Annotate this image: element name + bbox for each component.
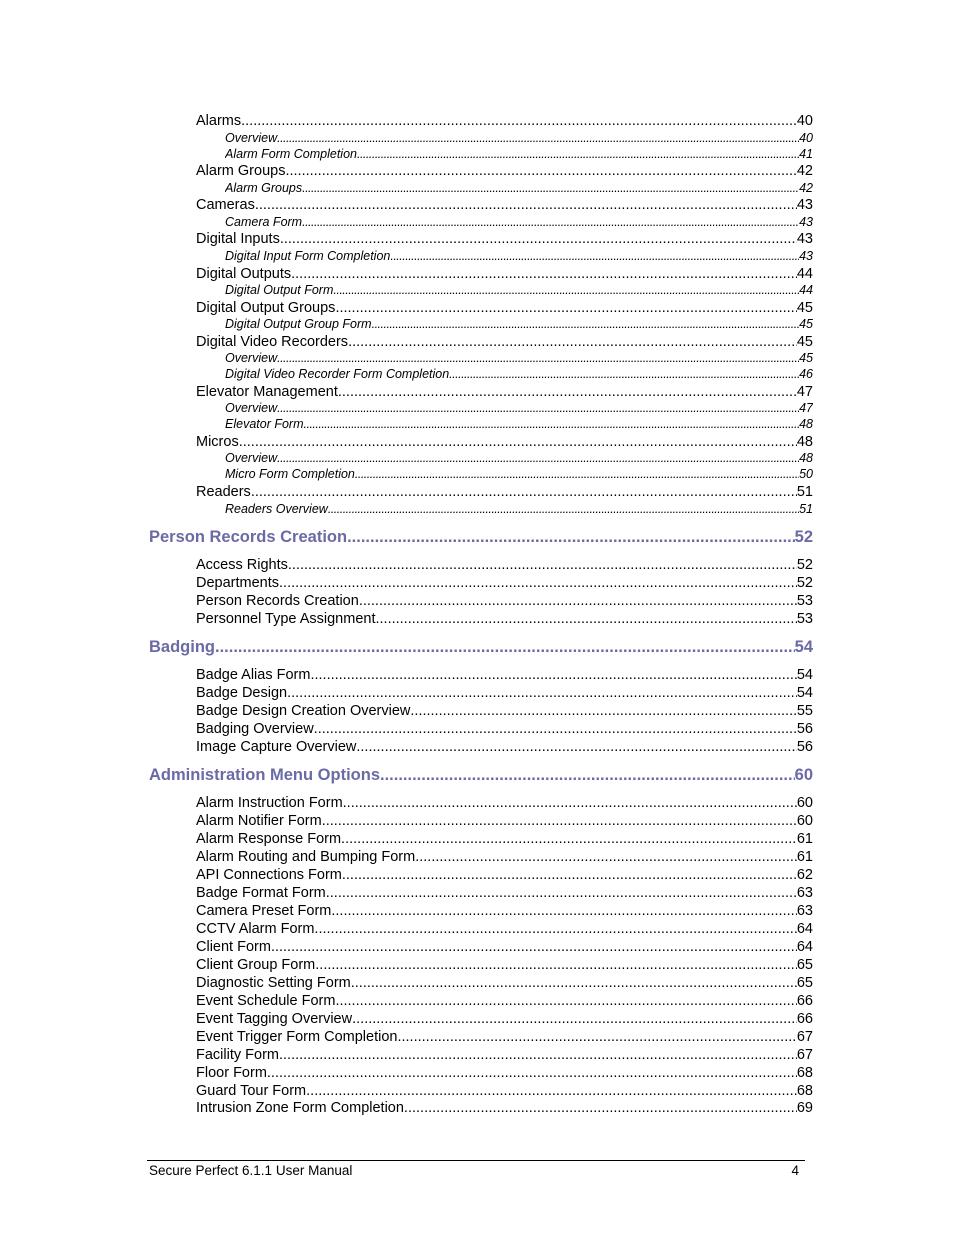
- toc-entry[interactable]: [196, 265, 813, 283]
- toc-entry-title: Digital Outputs: [196, 266, 292, 282]
- toc-entry-title: Departments: [196, 575, 280, 591]
- toc-entry-page: 42: [796, 163, 813, 179]
- toc-entry-page: 62: [796, 867, 813, 883]
- toc-entry-page: 40: [799, 131, 813, 145]
- toc-dot-leader: [315, 956, 797, 974]
- toc-entry-page: 66: [796, 993, 813, 1009]
- toc-entry[interactable]: [196, 666, 813, 684]
- toc-entry[interactable]: [196, 830, 813, 848]
- toc-entry-title: Camera Form: [225, 215, 303, 229]
- toc-entry[interactable]: [196, 1028, 813, 1046]
- toc-entry-page: 48: [799, 417, 813, 431]
- toc-entry[interactable]: [196, 574, 813, 592]
- toc-entry-page: 60: [796, 813, 813, 829]
- toc-entry-title: Alarm Instruction Form: [196, 795, 343, 811]
- toc-entry[interactable]: [196, 112, 813, 130]
- toc-entry[interactable]: [196, 1082, 813, 1100]
- toc-entry-title: Readers Overview: [225, 502, 328, 516]
- toc-dot-leader: [356, 738, 796, 756]
- toc-entry-page: 54: [794, 638, 813, 656]
- toc-dot-leader: [279, 574, 797, 592]
- toc-entry-title: Micros: [196, 434, 239, 450]
- toc-entry-title: Alarm Notifier Form: [196, 813, 322, 829]
- toc-dot-leader: [215, 636, 795, 658]
- toc-dot-leader: [390, 248, 799, 264]
- toc-entry-title: Intrusion Zone Form Completion: [196, 1100, 404, 1116]
- toc-dot-leader: [279, 1046, 797, 1064]
- toc-entry-page: 65: [796, 975, 813, 991]
- toc-dot-leader: [355, 466, 799, 482]
- toc-entry-page: 68: [796, 1083, 813, 1099]
- toc-entry-page: 53: [796, 611, 813, 627]
- toc-entry-title: Overview: [225, 131, 278, 145]
- toc-section-heading[interactable]: [149, 526, 813, 548]
- toc-entry-page: 64: [796, 939, 813, 955]
- toc-dot-leader: [306, 1082, 797, 1100]
- toc-dot-leader: [277, 450, 799, 466]
- toc-entry[interactable]: [196, 812, 813, 830]
- toc-dot-leader: [304, 416, 800, 432]
- toc-entry[interactable]: [196, 794, 813, 812]
- toc-subentry[interactable]: [225, 180, 813, 196]
- toc-entry-title: Digital Video Recorders: [196, 334, 349, 350]
- toc-entry-page: 45: [799, 317, 813, 331]
- toc-entry-title: Alarms: [196, 113, 242, 129]
- toc-entry[interactable]: [196, 592, 813, 610]
- toc-dot-leader: [302, 180, 799, 196]
- toc-entry-page: 63: [796, 885, 813, 901]
- toc-entry-title: Event Trigger Form Completion: [196, 1029, 398, 1045]
- toc-dot-leader: [348, 333, 797, 351]
- toc-entry-title: Alarm Form Completion: [225, 147, 357, 161]
- toc-dot-leader: [397, 1028, 796, 1046]
- toc-dot-leader: [351, 974, 797, 992]
- toc-entry[interactable]: [196, 884, 813, 902]
- footer-page-number: 4: [791, 1163, 799, 1178]
- toc-entry[interactable]: [196, 684, 813, 702]
- toc-dot-leader: [380, 764, 795, 786]
- toc-dot-leader: [271, 938, 797, 956]
- toc-entry-page: 60: [794, 766, 813, 784]
- toc-entry-page: 45: [799, 351, 813, 365]
- toc-dot-leader: [239, 433, 797, 451]
- toc-entry-page: 52: [794, 528, 813, 546]
- toc-entry[interactable]: [196, 920, 813, 938]
- toc-subentry[interactable]: [225, 450, 813, 466]
- toc-entry-page: 45: [796, 300, 813, 316]
- toc-entry-title: Camera Preset Form: [196, 903, 332, 919]
- toc-subentry[interactable]: [225, 466, 813, 482]
- toc-entry-page: 56: [796, 721, 813, 737]
- toc-entry-title: API Connections Form: [196, 867, 342, 883]
- toc-entry[interactable]: [196, 1064, 813, 1082]
- toc-entry-page: 46: [799, 367, 813, 381]
- toc-dot-leader: [335, 299, 796, 317]
- toc-dot-leader: [255, 196, 797, 214]
- toc-entry-title: Diagnostic Setting Form: [196, 975, 351, 991]
- toc-section-heading[interactable]: [149, 636, 813, 658]
- toc-entry[interactable]: [196, 866, 813, 884]
- toc-entry-title: CCTV Alarm Form: [196, 921, 315, 937]
- toc-entry-title: Badge Design Creation Overview: [196, 703, 411, 719]
- toc-entry[interactable]: [196, 848, 813, 866]
- toc-entry-title: Badge Format Form: [196, 885, 326, 901]
- toc-entry-title: Digital Input Form Completion: [225, 249, 391, 263]
- toc-entry[interactable]: [196, 196, 813, 214]
- toc-entry-page: 56: [796, 739, 813, 755]
- toc-entry[interactable]: [196, 162, 813, 180]
- toc-entry-page: 43: [796, 231, 813, 247]
- toc-dot-leader: [342, 866, 797, 884]
- footer-divider: [147, 1160, 805, 1161]
- toc-entry-title: Facility Form: [196, 1047, 279, 1063]
- toc-dot-leader: [343, 794, 797, 812]
- toc-entry-title: Badging: [149, 638, 215, 656]
- toc-entry[interactable]: [196, 1046, 813, 1064]
- toc-entry-page: 54: [796, 667, 813, 683]
- toc-entry-title: Readers: [196, 484, 251, 500]
- toc-entry-title: Person Records Creation: [196, 593, 359, 609]
- toc-dot-leader: [241, 112, 797, 130]
- toc-entry-page: 48: [796, 434, 813, 450]
- toc-entry-title: Overview: [225, 451, 278, 465]
- toc-dot-leader: [287, 684, 797, 702]
- toc-entry-page: 44: [799, 283, 813, 297]
- toc-dot-leader: [328, 501, 799, 517]
- toc-entry-title: Alarm Groups: [225, 181, 303, 195]
- toc-dot-leader: [375, 610, 796, 628]
- toc-section-heading[interactable]: [149, 764, 813, 786]
- toc-entry-page: 60: [796, 795, 813, 811]
- toc-dot-leader: [314, 920, 796, 938]
- toc-entry-title: Alarm Groups: [196, 163, 286, 179]
- toc-dot-leader: [357, 146, 799, 162]
- toc-subentry[interactable]: [225, 366, 813, 382]
- toc-dot-leader: [410, 702, 796, 720]
- toc-entry[interactable]: [196, 483, 813, 501]
- toc-entry-title: Badging Overview: [196, 721, 314, 737]
- toc-entry-page: 50: [799, 467, 813, 481]
- toc-entry-title: Alarm Routing and Bumping Form: [196, 849, 416, 865]
- toc-entry-page: 61: [796, 849, 813, 865]
- toc-dot-leader: [341, 830, 797, 848]
- toc-dot-leader: [291, 265, 797, 283]
- toc-entry-page: 41: [799, 147, 813, 161]
- toc-entry[interactable]: [196, 333, 813, 351]
- toc-entry-title: Alarm Response Form: [196, 831, 342, 847]
- toc-entry-title: Floor Form: [196, 1065, 267, 1081]
- toc-entry-page: 43: [799, 215, 813, 229]
- toc-entry-title: Overview: [225, 401, 278, 415]
- toc-entry[interactable]: [196, 1099, 813, 1117]
- toc-entry-page: 64: [796, 921, 813, 937]
- toc-entry-title: Client Group Form: [196, 957, 316, 973]
- toc-dot-leader: [449, 366, 799, 382]
- toc-entry[interactable]: [196, 938, 813, 956]
- toc-dot-leader: [338, 383, 797, 401]
- toc-entry-page: 67: [796, 1029, 813, 1045]
- toc-dot-leader: [347, 526, 795, 548]
- toc-entry-title: Person Records Creation: [149, 528, 348, 546]
- toc-entry-page: 55: [796, 703, 813, 719]
- toc-entry-page: 63: [796, 903, 813, 919]
- toc-dot-leader: [277, 130, 799, 146]
- toc-entry[interactable]: [196, 299, 813, 317]
- toc-entry-page: 43: [796, 197, 813, 213]
- footer-title: Secure Perfect 6.1.1 User Manual: [149, 1163, 353, 1178]
- toc-dot-leader: [277, 350, 799, 366]
- toc-dot-leader: [251, 483, 797, 501]
- toc-entry-page: 66: [796, 1011, 813, 1027]
- toc-entry-page: 40: [796, 113, 813, 129]
- toc-entry[interactable]: [196, 383, 813, 401]
- toc-entry[interactable]: [196, 702, 813, 720]
- toc-dot-leader: [326, 884, 797, 902]
- toc-subentry[interactable]: [225, 214, 813, 230]
- toc-entry-title: Event Schedule Form: [196, 993, 336, 1009]
- toc-entry-title: Elevator Form: [225, 417, 304, 431]
- toc-entry-page: 52: [796, 557, 813, 573]
- toc-entry-page: 48: [799, 451, 813, 465]
- toc-entry-title: Micro Form Completion: [225, 467, 355, 481]
- toc-entry-page: 52: [796, 575, 813, 591]
- toc-entry-page: 67: [796, 1047, 813, 1063]
- toc-dot-leader: [277, 400, 799, 416]
- toc-entry-title: Client Form: [196, 939, 271, 955]
- toc-dot-leader: [415, 848, 797, 866]
- toc-entry[interactable]: [196, 974, 813, 992]
- toc-entry-page: 69: [796, 1100, 813, 1116]
- toc-dot-leader: [359, 592, 797, 610]
- toc-subentry[interactable]: [225, 146, 813, 162]
- toc-dot-leader: [267, 1064, 797, 1082]
- toc-entry[interactable]: [196, 720, 813, 738]
- toc-dot-leader: [404, 1099, 797, 1117]
- toc-entry-page: 43: [799, 249, 813, 263]
- toc-entry-page: 53: [796, 593, 813, 609]
- toc-dot-leader: [322, 812, 797, 830]
- toc-dot-leader: [352, 1010, 797, 1028]
- toc-entry[interactable]: [196, 433, 813, 451]
- toc-entry-page: 65: [796, 957, 813, 973]
- toc-dot-leader: [372, 316, 800, 332]
- toc-entry-title: Digital Output Groups: [196, 300, 336, 316]
- toc-entry-title: Administration Menu Options: [149, 766, 380, 784]
- toc-entry-title: Digital Inputs: [196, 231, 280, 247]
- toc-entry-page: 47: [796, 384, 813, 400]
- toc-entry[interactable]: [196, 738, 813, 756]
- toc-entry-page: 42: [799, 181, 813, 195]
- toc-subentry[interactable]: [225, 400, 813, 416]
- toc-entry-title: Guard Tour Form: [196, 1083, 307, 1099]
- toc-entry-title: Event Tagging Overview: [196, 1011, 353, 1027]
- toc-entry-page: 54: [796, 685, 813, 701]
- toc-dot-leader: [335, 992, 796, 1010]
- toc-entry-page: 51: [799, 502, 813, 516]
- toc-entry-page: 61: [796, 831, 813, 847]
- toc-dot-leader: [285, 162, 796, 180]
- toc-entry-title: Badge Alias Form: [196, 667, 311, 683]
- toc-subentry[interactable]: [225, 350, 813, 366]
- toc-subentry[interactable]: [225, 248, 813, 264]
- toc-entry-title: Image Capture Overview: [196, 739, 357, 755]
- toc-entry-title: Access Rights: [196, 557, 288, 573]
- toc-entry-title: Badge Design: [196, 685, 288, 701]
- toc-dot-leader: [280, 230, 797, 248]
- toc-entry-title: Digital Output Form: [225, 283, 334, 297]
- toc-subentry[interactable]: [225, 282, 813, 298]
- toc-entry-page: 51: [796, 484, 813, 500]
- toc-dot-leader: [333, 282, 799, 298]
- toc-entry[interactable]: [196, 902, 813, 920]
- toc-entry-title: Cameras: [196, 197, 255, 213]
- toc-entry-page: 45: [796, 334, 813, 350]
- toc-dot-leader: [302, 214, 799, 230]
- toc-subentry[interactable]: [225, 316, 813, 332]
- toc-subentry[interactable]: [225, 416, 813, 432]
- toc-entry[interactable]: [196, 992, 813, 1010]
- toc-entry-title: Personnel Type Assignment: [196, 611, 376, 627]
- toc-entry-page: 47: [799, 401, 813, 415]
- toc-entry-page: 44: [796, 266, 813, 282]
- toc-subentry[interactable]: [225, 130, 813, 146]
- toc-entry-page: 68: [796, 1065, 813, 1081]
- toc-dot-leader: [310, 666, 796, 684]
- toc-entry[interactable]: [196, 956, 813, 974]
- toc-entry[interactable]: [196, 556, 813, 574]
- toc-subentry[interactable]: [225, 501, 813, 517]
- toc-dot-leader: [314, 720, 797, 738]
- toc-entry[interactable]: [196, 230, 813, 248]
- toc-entry[interactable]: [196, 610, 813, 628]
- toc-dot-leader: [288, 556, 797, 574]
- toc-entry-title: Digital Video Recorder Form Completion: [225, 367, 450, 381]
- toc-entry-title: Digital Output Group Form: [225, 317, 372, 331]
- toc-entry-title: Overview: [225, 351, 278, 365]
- toc-entry[interactable]: [196, 1010, 813, 1028]
- toc-dot-leader: [331, 902, 796, 920]
- toc-entry-title: Elevator Management: [196, 384, 338, 400]
